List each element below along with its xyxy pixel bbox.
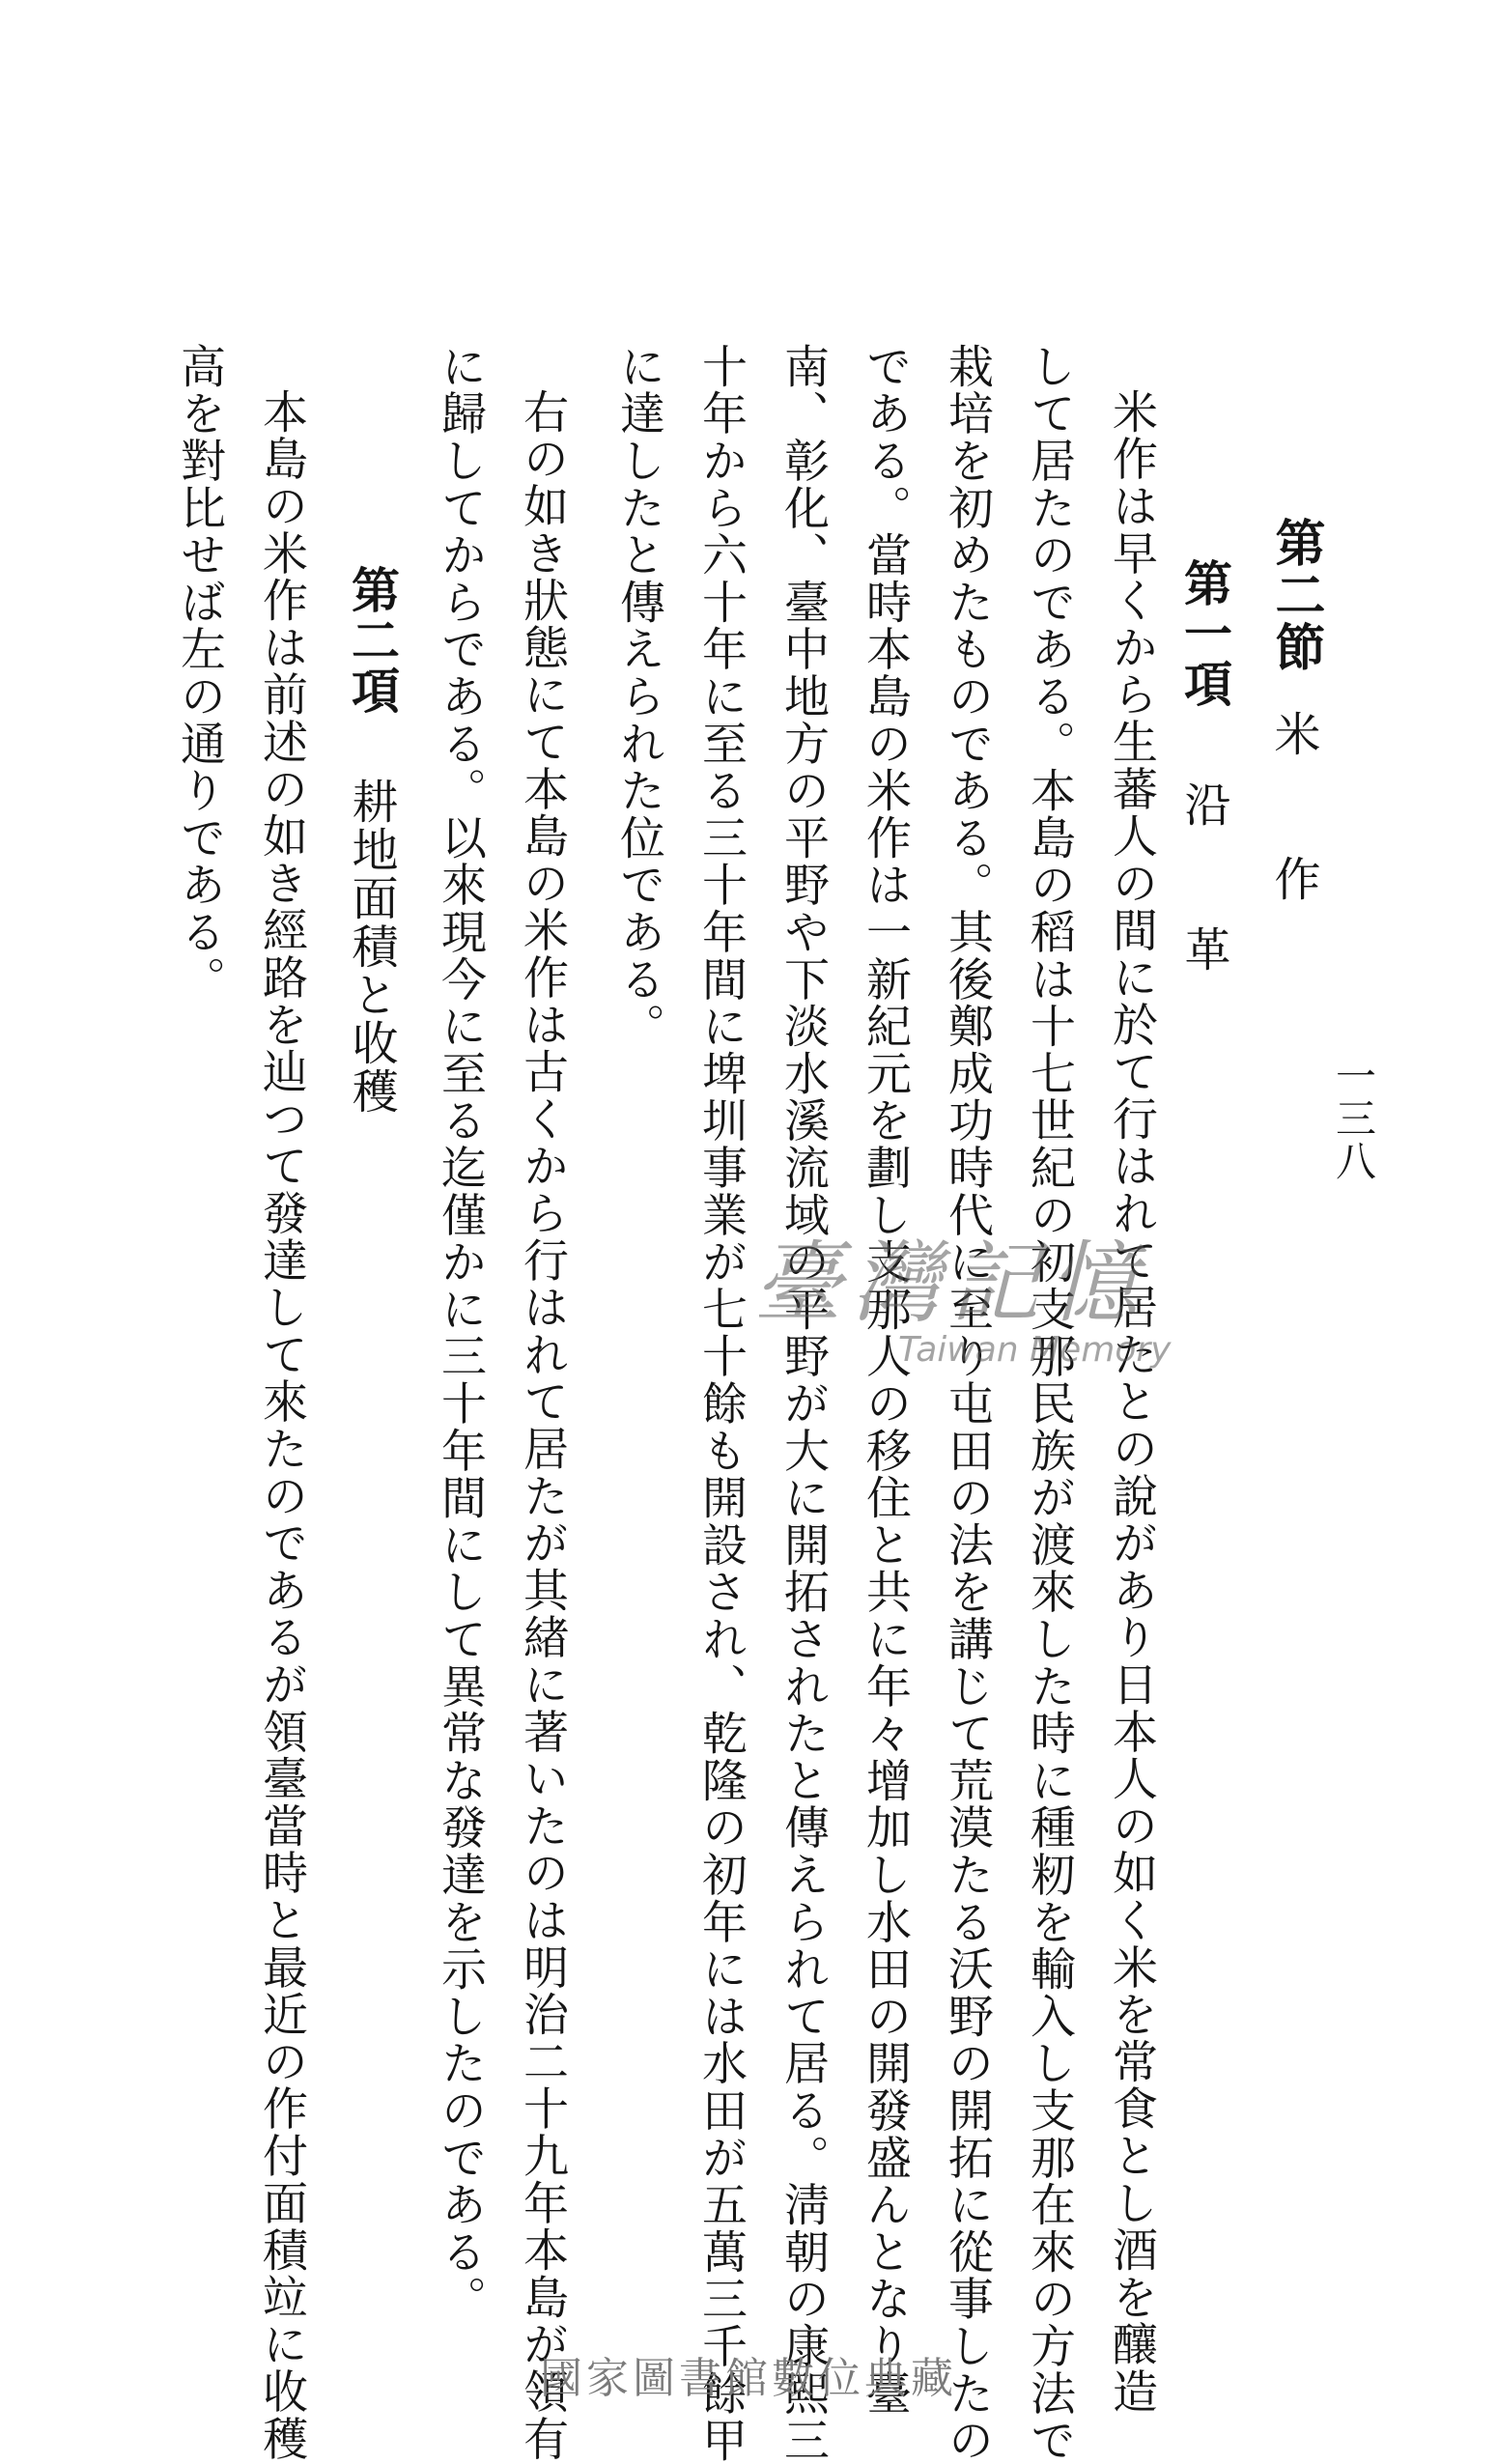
watermark-english: Taiwan Memory xyxy=(898,1330,1172,1370)
section-heading: 第二節 xyxy=(1266,517,1325,673)
body-line-10: 本島の米作は前述の如き經路を辿つて發達して來たのであるが領臺當時と最近の作付面積竝に收穫 xyxy=(255,388,308,2463)
page-number: 一三八 xyxy=(1330,1055,1377,1182)
body-line-9: に歸してからである。以來現今に至る迄僅かに三十年間にして異常な發達を示したのである。 xyxy=(434,343,487,2323)
body-line-3: 栽培を初めたものである。其後鄭成功時代に至り屯田の法を講じて荒漠たる沃野の開拓に從事したの xyxy=(941,343,994,2464)
body-line-6: 十年から六十年に至る三十年間に埤圳事業が七十餘も開設され、乾隆の初年には水田が五萬三千餘甲 xyxy=(694,343,748,2464)
body-line-2: して居たのである。本島の稻は十七世紀の初支那民族が渡來した時に種籾を輸入し支那在來の方法で xyxy=(1023,343,1076,2464)
watermark-chinese: 臺灣記憶 xyxy=(753,1232,1148,1335)
body-line-11: 高を對比せば左の通りである。 xyxy=(173,343,226,1004)
body-line-8: 右の如き狀態にて本島の米作は古くから行はれて居たが其緖に著いたのは明治二十九年本島が領有 xyxy=(516,388,569,2463)
footer-archive-label: 國家圖書館數位典藏 xyxy=(540,2354,957,2403)
body-line-5: 南、彰化、臺中地方の平野や下淡水溪流域の平野が大に開拓されたと傳えられて居る。淸朝の康熙三 xyxy=(777,343,830,2464)
body-line-7: に達したと傳えられた位である。 xyxy=(612,343,665,1050)
item1-title: 沿 革 xyxy=(1176,780,1230,974)
item2-heading: 第二項 xyxy=(344,565,401,716)
item2-title: 耕地面積と收穫 xyxy=(344,778,398,1116)
body-line-1: 米作は早くから生蕃人の間に於て行はれて居たとの說があり日本人の如く米を常食とし酒を釀造 xyxy=(1105,388,1158,2416)
body-line-4: である。當時本島の米作は一新紀元を劃し支那人の移住と共に年々增加し水田の開發盛んとなり臺 xyxy=(859,343,912,2418)
item1-heading: 第一項 xyxy=(1176,558,1233,709)
section-title: 米 作 xyxy=(1266,710,1320,903)
